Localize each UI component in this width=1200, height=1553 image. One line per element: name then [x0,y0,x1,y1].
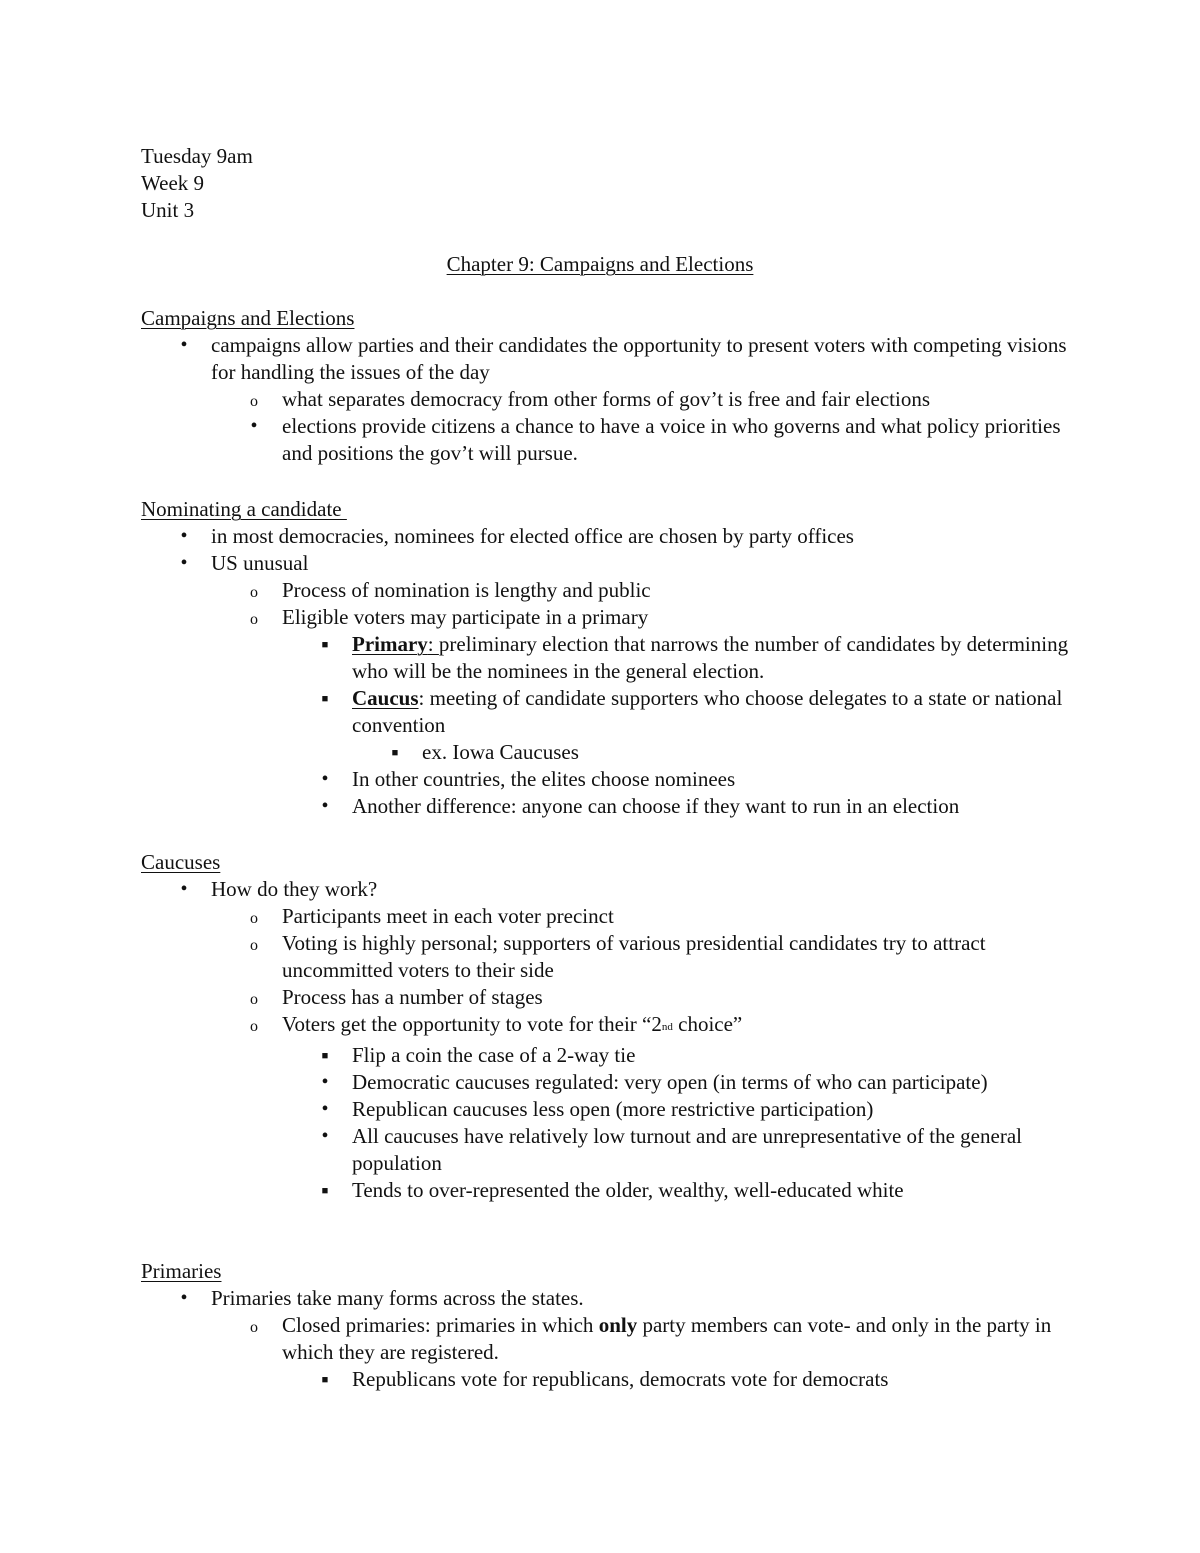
term-primary: Primary [352,632,428,656]
list-item: • How do they work? [141,876,1081,903]
page-title: Chapter 9: Campaigns and Elections [446,252,754,276]
bullet-disc-icon: • [180,878,188,900]
bullet-square-icon: ■ [321,693,329,705]
bullet-square-icon: ■ [321,1185,329,1197]
bullet-circle-icon: o [250,1319,258,1336]
list-item: o Process has a number of stages [141,984,1081,1011]
bullet-disc-icon: • [180,1287,188,1309]
list-item: ■ Caucus: meeting of candidate supporters who choose delegates to a state or national convention [141,685,1081,739]
bullet-disc-icon: • [180,525,188,547]
bullet-square-icon: ■ [321,1050,329,1062]
list-item: o Voting is highly personal; supporters of various presidential candidates try to attract uncommitted voters to their side [141,930,1081,984]
list-item: o Participants meet in each voter precinct [141,903,1081,930]
list-item: ■ Flip a coin the case of a 2-way tie [141,1042,1081,1069]
bullet-circle-icon: o [250,937,258,954]
list-item: • Primaries take many forms across the states. [141,1285,1081,1312]
list-item: o what separates democracy from other forms of gov’t is free and fair elections [141,386,1081,413]
list-item: • campaigns allow parties and their candidates the opportunity to present voters with competing visions for handling the issues of the day [141,332,1081,386]
section-campaigns-and-elections [141,305,1081,467]
section-heading: Campaigns and Elections [141,306,355,330]
list-item: o Voters get the opportunity to vote for their “2nd choice” [141,1011,1081,1042]
note-header [141,143,253,224]
bullet-disc-icon: • [321,1098,329,1120]
section-heading: Primaries [141,1259,222,1283]
list-item: • Democratic caucuses regulated: very open (in terms of who can participate) [141,1069,1081,1096]
bullet-square-icon: ■ [321,1374,329,1386]
bullet-disc-icon: • [321,768,329,790]
list-item: o Process of nomination is lengthy and public [141,577,1081,604]
list-item: • US unusual [141,550,1081,577]
section-nominating-a-candidate [141,496,1081,820]
list-item: • All caucuses have relatively low turnout and are unrepresentative of the general population [141,1123,1081,1177]
section-primaries [141,1258,1081,1393]
section-heading: Nominating a candidate [141,497,347,521]
bullet-disc-icon: • [180,334,188,356]
bullet-square-icon: ■ [391,747,399,759]
header-unit: Unit 3 [141,198,195,222]
list-item: o Closed primaries: primaries in which only party members can vote- and only in the party in which they are registered. [141,1312,1081,1366]
bullet-circle-icon: o [250,991,258,1008]
bullet-disc-icon: • [250,415,258,437]
header-week: Week 9 [141,171,205,195]
list-item: ■ Republicans vote for republicans, democrats vote for democrats [141,1366,1081,1393]
list-item: ■ Tends to over-represented the older, wealthy, well-educated white [141,1177,1081,1204]
bullet-circle-icon: o [250,910,258,927]
bullet-disc-icon: • [321,795,329,817]
term-caucus: Caucus [352,686,419,710]
list-item: ■ ex. Iowa Caucuses [141,739,1081,766]
bullet-disc-icon: • [321,1071,329,1093]
list-item: • In other countries, the elites choose nominees [141,766,1081,793]
section-caucuses [141,849,1081,1204]
list-item: • Another difference: anyone can choose if they want to run in an election [141,793,1081,820]
list-item: • elections provide citizens a chance to have a voice in who governs and what policy priorities and positions the gov’t will pursue. [141,413,1081,467]
list-item: o Eligible voters may participate in a primary [141,604,1081,631]
list-item: • in most democracies, nominees for elected office are chosen by party offices [141,523,1081,550]
section-heading: Caucuses [141,850,221,874]
bullet-circle-icon: o [250,1018,258,1035]
bullet-circle-icon: o [250,393,258,410]
bullet-circle-icon: o [250,611,258,628]
bullet-square-icon: ■ [321,639,329,651]
bullet-disc-icon: • [321,1125,329,1147]
header-day: Tuesday 9am [141,144,253,168]
bullet-circle-icon: o [250,584,258,601]
list-item: • Republican caucuses less open (more restrictive participation) [141,1096,1081,1123]
list-item: ■ Primary: preliminary election that narrows the number of candidates by determining who will be the nominees in the general election. [141,631,1081,685]
bullet-disc-icon: • [180,552,188,574]
